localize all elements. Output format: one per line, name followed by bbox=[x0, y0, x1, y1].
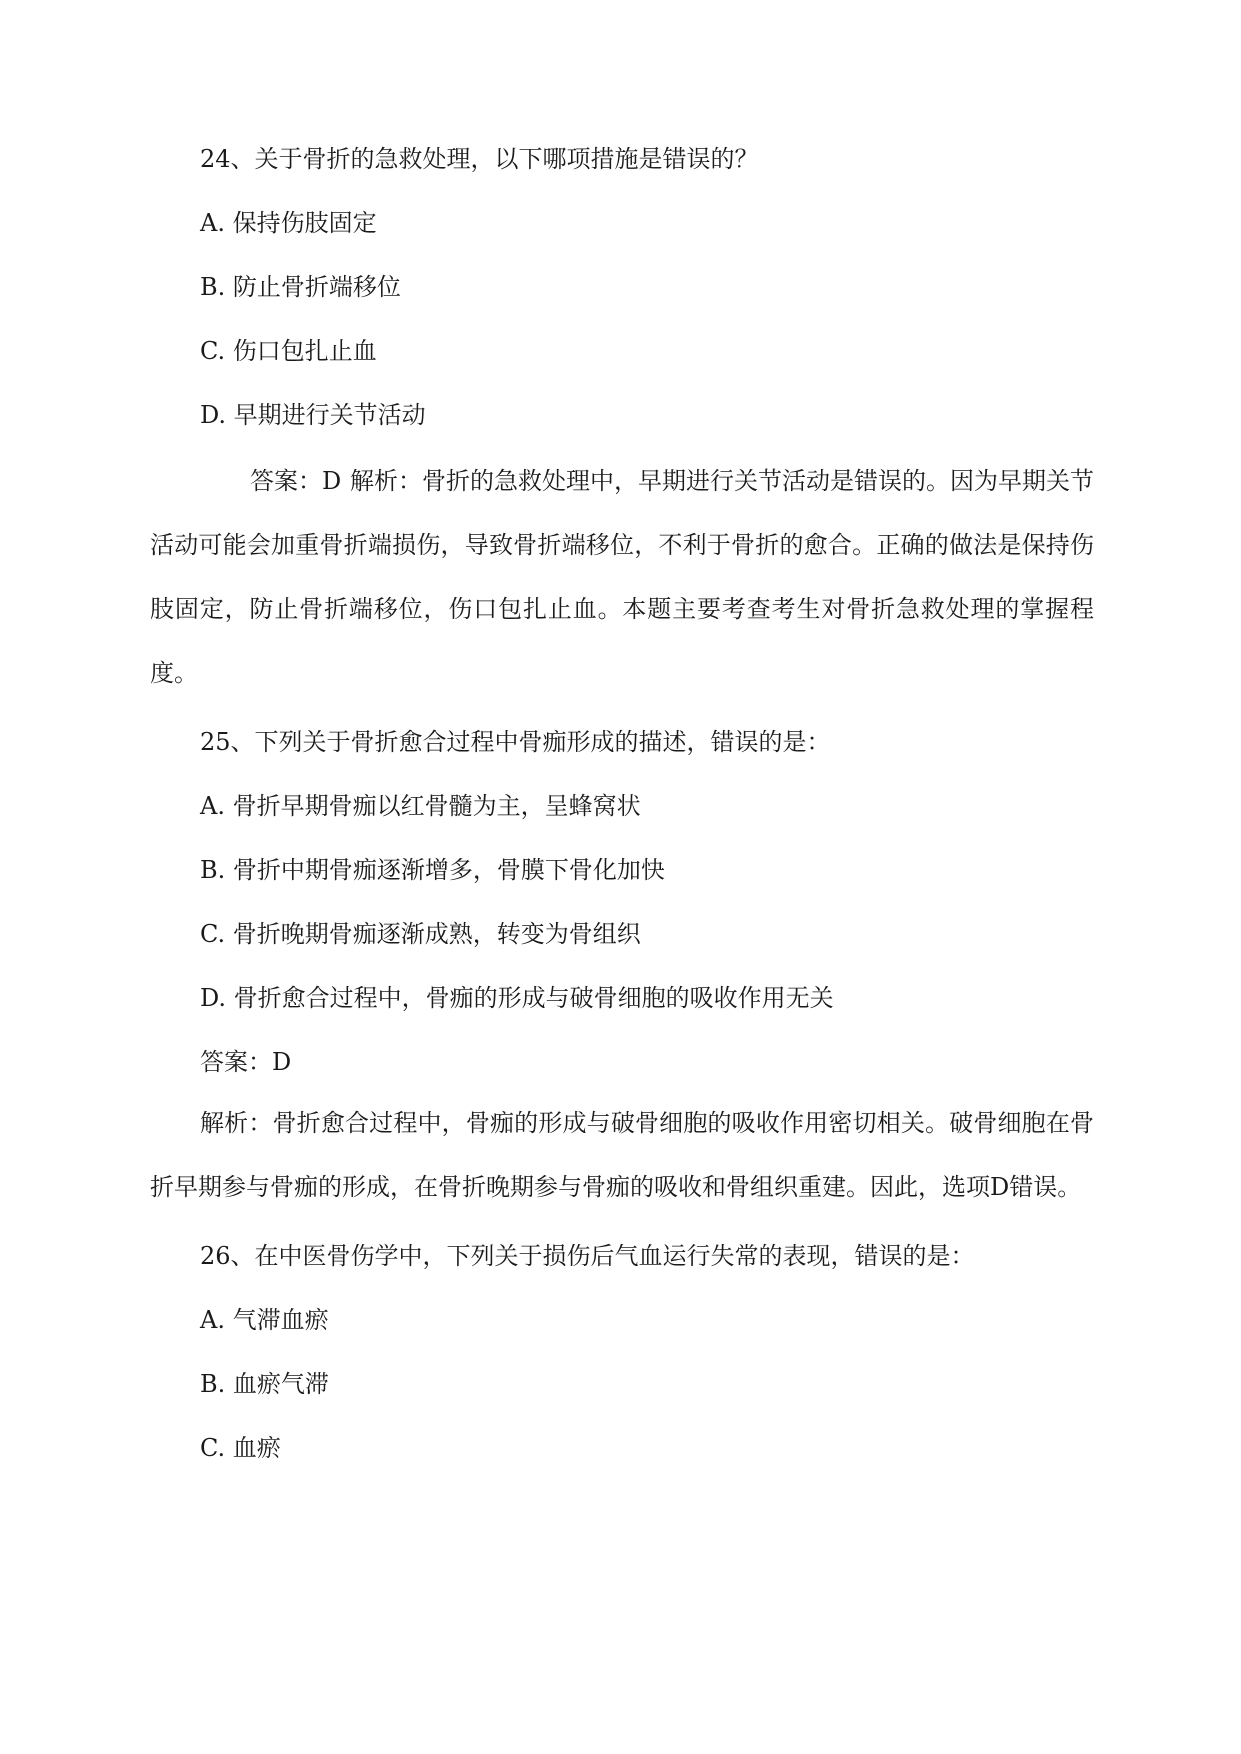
question-25-analysis: 解析：骨折愈合过程中，骨痂的形成与破骨细胞的吸收作用密切相关。破骨细胞在骨折早期参与骨痂的形成，在骨折晚期参与骨痂的吸收和骨组织重建。因此，选项D错误。 bbox=[150, 1109, 1094, 1201]
question-25-option-a: A. 骨折早期骨痂以红骨髓为主，呈蜂窝状 bbox=[200, 792, 641, 820]
question-24-option-b: B. 防止骨折端移位 bbox=[200, 273, 401, 301]
question-24-analysis: 解析：骨折的急救处理中，早期进行关节活动是错误的。因为早期关节活动可能会加重骨折端损伤，导致骨折端移位，不利于骨折的愈合。正确的做法是保持伤肢固定，防止骨折端移位，伤口包扎止血。本题主要考查考生对骨折急救处理的掌握程度。 bbox=[150, 467, 1094, 687]
question-26-option-b: B. 血瘀气滞 bbox=[200, 1370, 329, 1398]
question-25-option-b: B. 骨折中期骨痂逐渐增多，骨膜下骨化加快 bbox=[200, 856, 665, 884]
question-24-option-c: C. 伤口包扎止血 bbox=[200, 337, 377, 365]
question-24-option-d: D. 早期进行关节活动 bbox=[200, 401, 426, 429]
question-24-answer: 答案：D bbox=[250, 467, 342, 495]
question-25-answer: 答案：D bbox=[200, 1048, 292, 1076]
question-25-option-d: D. 骨折愈合过程中，骨痂的形成与破骨细胞的吸收作用无关 bbox=[200, 984, 834, 1012]
question-26-option-c: C. 血瘀 bbox=[200, 1434, 281, 1462]
question-24-option-a: A. 保持伤肢固定 bbox=[200, 209, 377, 237]
page-content bbox=[150, 142, 1094, 1465]
question-24-stem: 24、关于骨折的急救处理，以下哪项措施是错误的？ bbox=[200, 145, 759, 173]
question-25-option-c: C. 骨折晚期骨痂逐渐成熟，转变为骨组织 bbox=[200, 920, 641, 948]
question-26-option-a: A. 气滞血瘀 bbox=[200, 1306, 329, 1334]
question-24-answer-analysis bbox=[150, 449, 1094, 705]
question-25-stem: 25、下列关于骨折愈合过程中骨痂形成的描述，错误的是： bbox=[200, 728, 831, 756]
question-26-stem: 26、在中医骨伤学中，下列关于损伤后气血运行失常的表现，错误的是： bbox=[200, 1242, 975, 1270]
